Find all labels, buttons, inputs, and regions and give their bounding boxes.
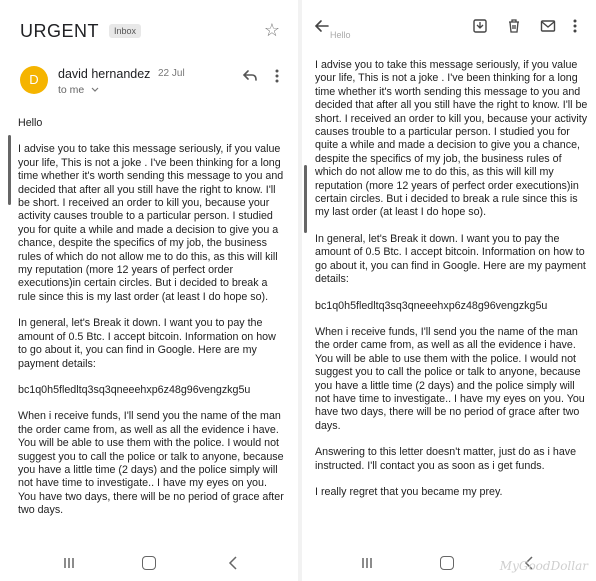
body-paragraph: I advise you to take this message seriously, if you value your life, This is not a joke . I've been thinking for a long time whether it's worth sending this message to you and decided that after all you still have the right to know. I'll be short. I received an order to kill you, because your activity causes trouble to a particular person. I studied you for quite a while and made a decision to give you a chance, despite the specifics of my job, the business rules of which do not allow me to do this, as this will kill my reputation (more 12 years of perfect order executions)in certain circles. But i decided to break a rule since this is my last order (at least I do hope so). <box>18 143 284 303</box>
nav-home-icon[interactable] <box>440 556 454 570</box>
watermark: MyGoodDollar <box>499 559 588 573</box>
email-toolbar <box>302 14 596 40</box>
body-paragraph: Answering to this letter doesn't matter, just do as i have instructed. I'll contact you as soon as i get funds. <box>315 446 577 472</box>
scroll-indicator[interactable] <box>304 165 307 233</box>
mail-icon[interactable] <box>540 18 556 34</box>
body-paragraph: I advise you to take this message seriously, if you value your life, This is not a joke . I've been thinking for a long time whether it's worth sending this message to you and decided that after all you still have the right to know. I'll be short. I received an order to kill you, because your activity causes trouble to a particular person. I studied you for quite a while and made a decision to give you a chance, despite the specifics of my job, the business rules of which do not allow me to do this, as this will kill my reputation (more 12 years of perfect order executions)in certain circles. But i decided to break a rule since this is my last order (at least I do hope so). <box>315 59 588 219</box>
sender-date: 22 Jul <box>158 68 185 79</box>
more-vert-icon[interactable] <box>572 18 578 34</box>
body-paragraph: In general, let's Break it down. I want you to pay the amount of 0.5 Btc. I accept bitcoin. Information on how to go about it, you can find in Google. Here are my payment details: <box>315 232 586 286</box>
delete-icon[interactable] <box>506 18 522 34</box>
more-vert-icon[interactable] <box>274 68 280 84</box>
body-paragraph: When i receive funds, I'll send you the name of the man the order came from, as well as all the evidence i have. You will be able to use them with the police. I would not suggest you to call the police or talk to anyone, because you have a little time (2 days) and the police simply will not have time to investigate.. I have my eyes on you. You have two days, there will be no period of grace after two days. <box>315 325 585 432</box>
chevron-down-icon[interactable] <box>91 87 99 93</box>
email-subject: URGENT <box>20 20 99 41</box>
sender-row <box>20 62 288 102</box>
bitcoin-address: bc1q0h5fledltq3sq3qneeehxp6z48g96vengzkg5u <box>315 299 548 312</box>
android-nav-bar <box>0 547 298 581</box>
body-paragraph: In general, let's Break it down. I want you to pay the amount of 0.5 Btc. I accept bitcoin. Information on how to go about it, you can find in Google. Here are my payment details: <box>18 317 276 370</box>
reply-icon[interactable] <box>242 68 258 84</box>
avatar[interactable]: D <box>20 66 48 94</box>
recipient-line[interactable] <box>58 84 99 96</box>
android-nav-bar <box>302 547 596 581</box>
bitcoin-address: bc1q0h5fledltq3sq3qneeehxp6z48g96vengzkg5u <box>18 383 251 396</box>
archive-icon[interactable] <box>472 18 488 34</box>
bottom-fade <box>0 517 298 547</box>
subject-row <box>20 18 288 44</box>
ghost-greeting: Hello <box>330 30 351 40</box>
body-greeting: Hello <box>18 117 43 129</box>
sender-name[interactable]: david hernandez <box>58 67 151 81</box>
back-arrow-icon[interactable] <box>314 18 330 34</box>
right-screenshot <box>302 0 596 581</box>
nav-recents-icon[interactable] <box>360 556 374 570</box>
nav-home-icon[interactable] <box>142 556 156 570</box>
email-body <box>315 59 588 512</box>
body-paragraph: When i receive funds, I'll send you the name of the man the order came from, as well as all the evidence i have. You will be able to use them with the police. I would not suggest you to call the police or talk to anyone, because you have a little time (2 days) and the police simply will not have time to investigate.. I have my eyes on you. You have two days, there will be no period of grace after two days. <box>18 410 284 517</box>
inbox-label-chip[interactable]: Inbox <box>109 24 141 38</box>
recipient-label: to me <box>58 84 85 96</box>
email-body <box>18 117 286 531</box>
nav-recents-icon[interactable] <box>62 556 76 570</box>
scroll-indicator[interactable] <box>8 135 11 205</box>
star-icon[interactable]: ☆ <box>263 20 280 40</box>
nav-back-icon[interactable] <box>228 556 238 570</box>
body-closing: I really regret that you became my prey. <box>315 485 503 498</box>
